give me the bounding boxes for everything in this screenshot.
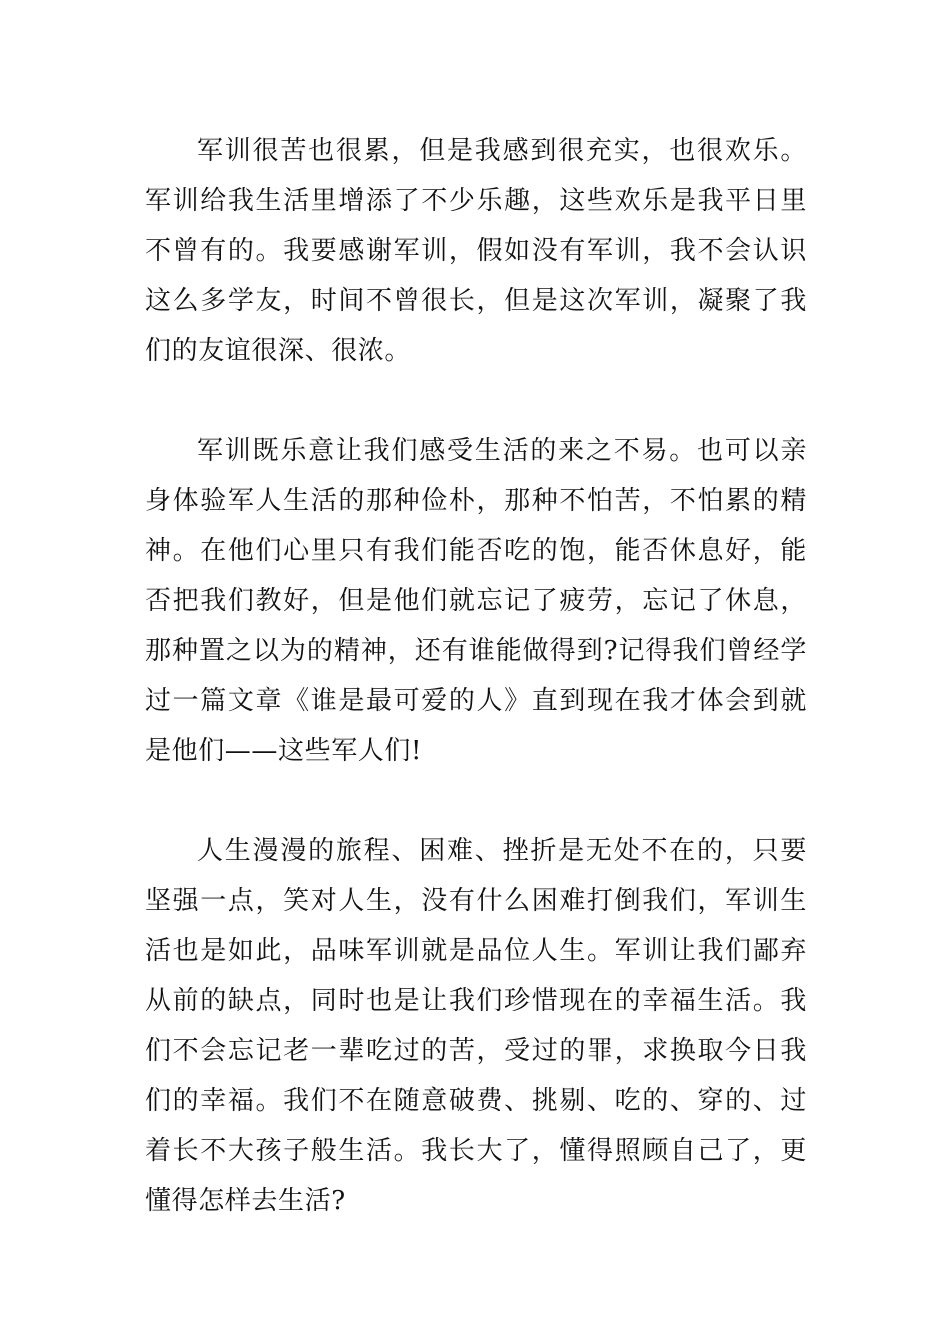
paragraph-3: 人生漫漫的旅程、困难、挫折是无处不在的，只要坚强一点，笑对人生，没有什么困难打倒我们，军训生活也是如此，品味军训就是品位人生。军训让我们鄙弃从前的缺点，同时也是让我们珍惜现在的幸福生活。我们不会忘记老一辈吃过的苦，受过的罪，求换取今日我们的幸福。我们不在随意破费、挑剔、吃的、穿的、过着长不大孩子般生活。我长大了，懂得照顾自己了，更懂得怎样去生活? xyxy=(145,836,807,1216)
paragraph-2: 军训既乐意让我们感受生活的来之不易。也可以亲身体验军人生活的那种俭朴，那种不怕苦，不怕累的精神。在他们心里只有我们能否吃的饱，能否休息好，能否把我们教好，但是他们就忘记了疲劳，忘记了休息，那种置之以为的精神，还有谁能做得到?记得我们曾经学过一篇文章《谁是最可爱的人》直到现在我才体会到就是他们——这些军人们! xyxy=(145,436,807,766)
paragraph-1: 军训很苦也很累，但是我感到很充实，也很欢乐。军训给我生活里增添了不少乐趣，这些欢乐是我平日里不曾有的。我要感谢军训，假如没有军训，我不会认识这么多学友，时间不曾很长，但是这次军训，凝聚了我们的友谊很深、很浓。 xyxy=(145,136,807,366)
document-body xyxy=(145,126,807,1226)
